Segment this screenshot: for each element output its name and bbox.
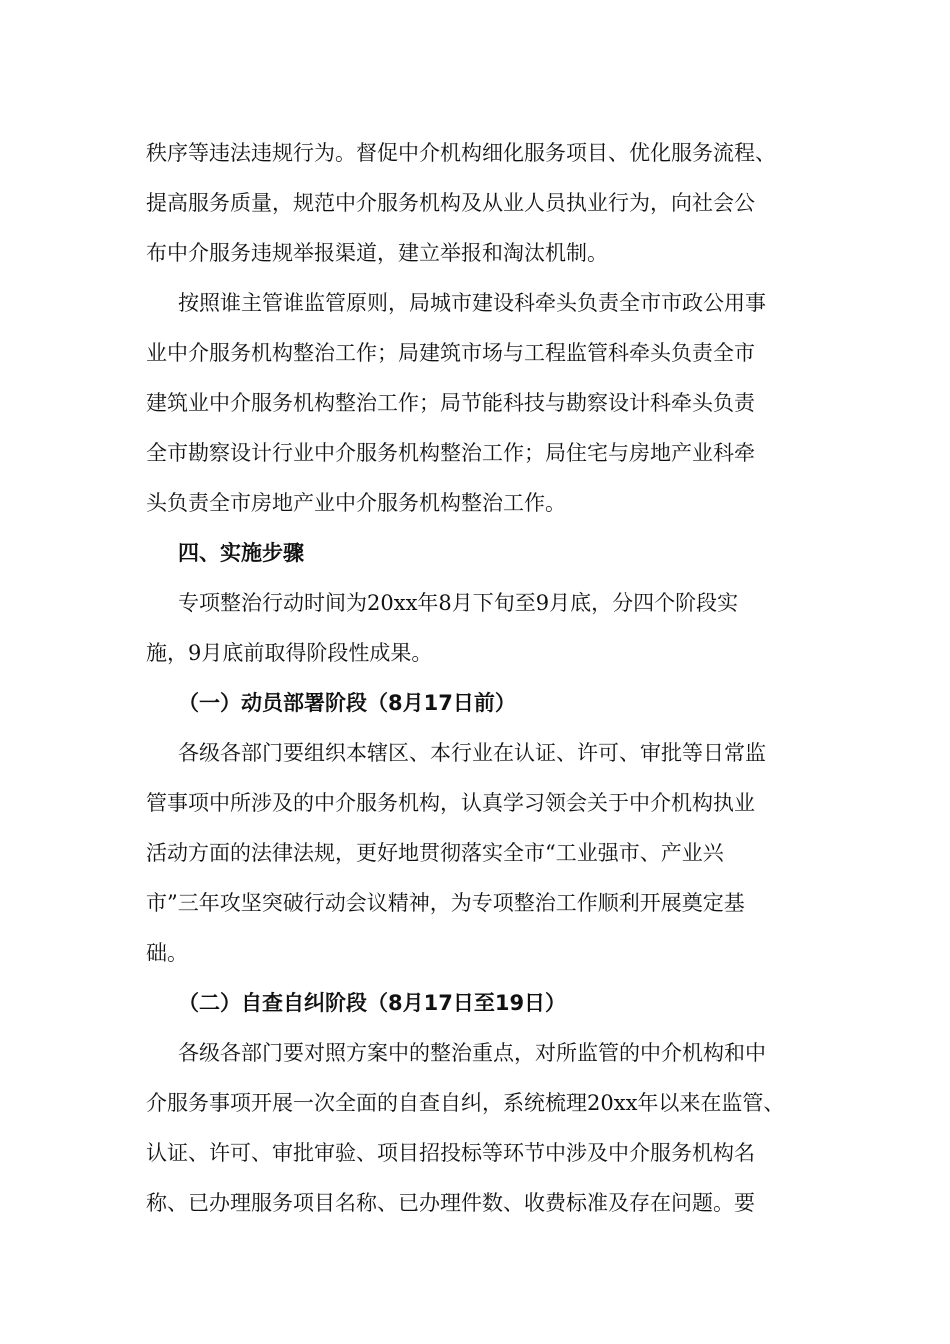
paragraph-line: 称、已办理服务项目名称、已办理件数、收费标准及存在问题。要 [146,1191,755,1215]
section-heading: 四、实施步骤 [178,541,304,565]
paragraph-line: 介服务事项开展一次全面的自查自纠，系统梳理20xx年以来在监管、 [146,1091,785,1115]
paragraph-line: 各级各部门要组织本辖区、本行业在认证、许可、审批等日常监 [178,741,766,765]
paragraph-line: 管事项中所涉及的中介服务机构，认真学习领会关于中介机构执业 [146,791,755,815]
paragraph-line: 施，9月底前取得阶段性成果。 [146,641,433,665]
paragraph-line: 头负责全市房地产业中介服务机构整治工作。 [146,491,566,515]
paragraph-line: 各级各部门要对照方案中的整治重点，对所监管的中介机构和中 [178,1041,766,1065]
subsection-heading: （一）动员部署阶段（8月17日前） [178,691,516,715]
paragraph-line: 提高服务质量，规范中介服务机构及从业人员执业行为，向社会公 [146,191,755,215]
paragraph-line: 认证、许可、审批审验、项目招投标等环节中涉及中介服务机构名 [146,1141,755,1165]
paragraph-line: 全市勘察设计行业中介服务机构整治工作；局住宅与房地产业科牵 [146,441,755,465]
paragraph-line: 秩序等违法违规行为。督促中介机构细化服务项目、优化服务流程、 [146,141,776,165]
paragraph-line: 础。 [146,941,188,965]
paragraph-line: 市”三年攻坚突破行动会议精神，为专项整治工作顺利开展奠定基 [146,891,745,915]
paragraph-line: 业中介服务机构整治工作；局建筑市场与工程监管科牵头负责全市 [146,341,755,365]
paragraph-line: 布中介服务违规举报渠道，建立举报和淘汰机制。 [146,241,608,265]
paragraph-line: 专项整治行动时间为20xx年8月下旬至9月底，分四个阶段实 [178,591,739,615]
paragraph-line: 建筑业中介服务机构整治工作；局节能科技与勘察设计科牵头负责 [146,391,755,415]
paragraph-line: 活动方面的法律法规，更好地贯彻落实全市“工业强市、产业兴 [146,841,724,865]
subsection-heading: （二）自查自纠阶段（8月17日至19日） [178,991,567,1015]
paragraph-line: 按照谁主管谁监管原则，局城市建设科牵头负责全市市政公用事 [178,291,766,315]
